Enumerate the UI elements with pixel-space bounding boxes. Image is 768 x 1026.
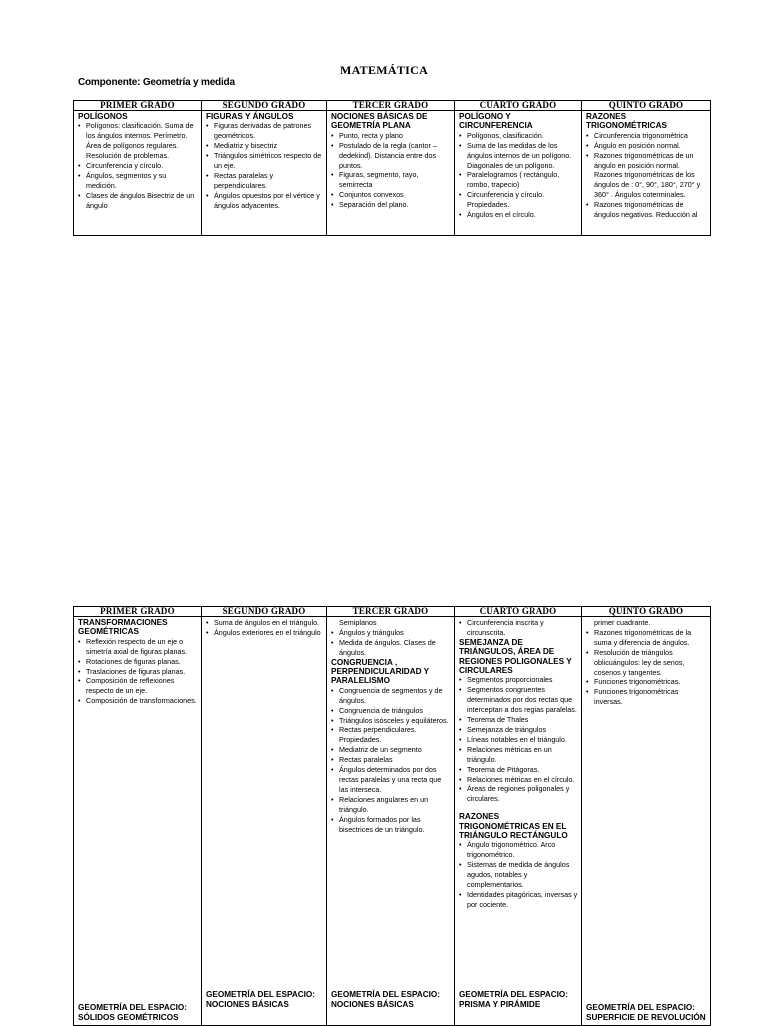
section-footer-heading: GEOMETRÍA DEL ESPACIO: SUPERFICIE DE REVOLUCIÓN — [586, 1003, 706, 1022]
list-item: • Relaciones angulares en un triángulo. — [331, 795, 451, 815]
list-item: • Congruencia de triángulos — [331, 706, 451, 716]
cell-tercer-grado — [327, 617, 455, 1026]
list-item: • Triángulos isósceles y equiláteros. — [331, 716, 451, 726]
list-item: • Rectas perpendiculares. Propiedades. — [331, 725, 451, 745]
list-item: • Ángulos determinados por dos rectas paralelas y una recta que las interseca. — [331, 765, 451, 795]
list-item: • Circunferencia trigonométrica — [586, 131, 707, 141]
list-item: • Punto, recta y plano — [331, 131, 451, 141]
list-item: • Polígonos: clasificación. Suma de los ángulos internos. Perímetro. Área de polígonos regulares. Resolución de problemas. — [78, 121, 198, 161]
header-segundo-grado: SEGUNDO GRADO — [202, 101, 327, 111]
list-item: • Polígonos, clasificación. — [459, 131, 578, 141]
component-label: Componente: Geometría y medida — [78, 77, 235, 88]
cell-tercer-grado — [327, 111, 455, 236]
header-segundo-grado: SEGUNDO GRADO — [202, 607, 327, 617]
list-item: • Figuras derivadas de patrones geométricos. — [206, 121, 323, 141]
list-item: • Mediatriz y bisectriz — [206, 141, 323, 151]
list-item: • Ángulos y triángulos — [331, 628, 451, 638]
list-item: • Ángulos, segmentos y su medición. — [78, 171, 198, 191]
cell-cuarto-grado — [455, 617, 582, 1026]
header-row — [74, 607, 711, 617]
header-quinto-grado: QUINTO GRADO — [582, 607, 711, 617]
list-item: • Identidades pitagóricas, inversas y por cociente. — [459, 890, 578, 910]
list-item: • Composición de transformaciones. — [78, 696, 198, 706]
list-item: • Segmentos congruentes determinados por dos rectas que interceptan a dos regias paralelas. — [459, 685, 578, 715]
list-item: • Funciones trigonométricas. — [586, 677, 707, 687]
list-item: • Traslaciones de figuras planas. — [78, 667, 198, 677]
list-item: • Ángulo en posición normal. — [586, 141, 707, 151]
list-item-continued: Semiplanos — [339, 618, 377, 627]
list-item: • Paralelogramos ( rectángulo, rombo, trapecio) — [459, 170, 578, 190]
header-cuarto-grado: CUARTO GRADO — [455, 607, 582, 617]
list-item: • Clases de ángulos Bisectriz de un ángulo — [78, 191, 198, 211]
list-item: • Líneas notables en el triángulo. — [459, 735, 578, 745]
section-heading: CONGRUENCIA , PERPENDICULARIDAD Y PARALELISMO — [331, 657, 429, 686]
list-item: • Congruencia de segmentos y de ángulos. — [331, 686, 451, 706]
list-item: • Reflexión respecto de un eje o simetría axial de figuras planas. — [78, 637, 198, 657]
section-footer-heading: GEOMETRÍA DEL ESPACIO: NOCIONES BÁSICAS — [331, 990, 441, 1009]
section-heading: RAZONES TRIGONOMÉTRICAS EN EL TRIÁNGULO RECTÁNGULO — [459, 812, 568, 841]
list-item: • Postulado de la regla (cantor – dedekind). Distancia entre dos puntos. — [331, 141, 451, 171]
section-footer-heading: GEOMETRÍA DEL ESPACIO: PRISMA Y PIRÁMIDE — [459, 990, 569, 1009]
header-tercer-grado: TERCER GRADO — [327, 607, 455, 617]
header-primer-grado: PRIMER GRADO — [74, 607, 202, 617]
cell-primer-grado — [74, 111, 202, 236]
list-item: • Relaciones métricas en un triángulo. — [459, 745, 578, 765]
list-item: • Mediatriz de un segmento — [331, 745, 451, 755]
cell-quinto-grado — [582, 111, 711, 236]
list-item: • Razones trigonométricas de un ángulo en posición normal. Razones trigonométricas de los ángulos de : 0°, 90°, 180°, 270° y 360° . Ángulos coterminales. — [586, 151, 707, 201]
curriculum-table-top — [73, 100, 711, 236]
list-item: • Circunferencia y círculo. — [78, 161, 198, 171]
list-item: • Razones trigonométricas de la suma y diferencia de ángulos. — [586, 628, 707, 648]
section-heading: TRANSFORMACIONES GEOMÉTRICAS — [78, 618, 168, 637]
list-item: • Circunferencia y círculo. Propiedades. — [459, 190, 578, 210]
header-row — [74, 101, 711, 111]
list-item: • Suma de ángulos en el triángulo. — [206, 618, 323, 628]
section-footer-heading: GEOMETRÍA DEL ESPACIO: SÓLIDOS GEOMÉTRICOS — [78, 1003, 188, 1022]
list-item: • Medida de ángulos. Clases de ángulos. — [331, 638, 451, 658]
curriculum-table-bottom — [73, 606, 711, 1026]
section-heading: POLÍGONO Y CIRCUNFERENCIA — [459, 112, 533, 131]
content-row — [74, 111, 711, 236]
list-item: • Suma de las medidas de los ángulos internos de un polígono. Diagonales de un polígono. — [459, 141, 578, 171]
section-heading: POLÍGONOS — [78, 112, 128, 121]
list-item: • Áreas de regiones poligonales y circulares. — [459, 784, 578, 804]
list-item: • Ángulos en el círculo. — [459, 210, 578, 220]
list-item: • Composición de reflexiones respecto de un eje. — [78, 676, 198, 696]
list-item: • Ángulos formados por las bisectrices de un triángulo. — [331, 815, 451, 835]
list-item-continued: primer cuadrante. — [594, 618, 651, 627]
list-item: • Ángulos opuestos por el vértice y ángulos adyacentes. — [206, 191, 323, 211]
list-item: • Funciones trigonométricas inversas. — [586, 687, 707, 707]
list-item: • Teorema de Pitágoras. — [459, 765, 578, 775]
header-primer-grado: PRIMER GRADO — [74, 101, 202, 111]
section-heading: SEMEJANZA DE TRIÁNGULOS, ÁREA DE REGIONES POLIGONALES Y CIRCULARES — [459, 637, 572, 676]
list-item: • Ángulo trigonométrico. Arco trigonométrico. — [459, 840, 578, 860]
list-item: • Conjuntos convexos — [331, 190, 451, 200]
header-cuarto-grado: CUARTO GRADO — [455, 101, 582, 111]
list-item: • Teorema de Thales — [459, 715, 578, 725]
cell-segundo-grado — [202, 111, 327, 236]
section-heading: NOCIONES BÁSICAS DE GEOMETRÍA PLANA — [331, 112, 428, 131]
list-item: • Figuras, segmento, rayo, semirrecta — [331, 170, 451, 190]
list-item: • Separación del plano. — [331, 200, 451, 210]
section-heading: RAZONES TRIGONOMÉTRICAS — [586, 112, 667, 131]
list-item: • Segmentos proporcionales — [459, 675, 578, 685]
document-title: MATEMÁTICA — [339, 63, 429, 77]
list-item: • Rectas paralelas y perpendiculares. — [206, 171, 323, 191]
list-item: • Resolución de triángulos oblicuángulos: ley de senos, cosenos y tangentes. — [586, 648, 707, 678]
cell-primer-grado — [74, 617, 202, 1026]
list-item: • Circunferencia inscrita y circunscrita. — [459, 618, 578, 638]
list-item: • Rectas paralelas — [331, 755, 451, 765]
header-tercer-grado: TERCER GRADO — [327, 101, 455, 111]
section-footer-heading: GEOMETRÍA DEL ESPACIO: NOCIONES BÁSICAS — [206, 990, 316, 1009]
list-item: • Sistemas de medida de ángulos agudos, notables y complementarios. — [459, 860, 578, 890]
list-item: • Rotaciones de figuras planas. — [78, 657, 198, 667]
content-row — [74, 617, 711, 1026]
list-item: • Triángulos simétricos respecto de un eje. — [206, 151, 323, 171]
cell-segundo-grado — [202, 617, 327, 1026]
list-item: • Ángulos exteriores en el triángulo — [206, 628, 323, 638]
cell-cuarto-grado — [455, 111, 582, 236]
section-heading: FIGURAS Y ÁNGULOS — [206, 112, 294, 121]
list-item: • Semejanza de triángulos — [459, 725, 578, 735]
list-item: • Razones trigonométricas de ángulos negativos. Reducción al — [586, 200, 707, 220]
cell-quinto-grado — [582, 617, 711, 1026]
header-quinto-grado: QUINTO GRADO — [582, 101, 711, 111]
list-item: • Relaciones métricas en el círculo. — [459, 775, 578, 785]
